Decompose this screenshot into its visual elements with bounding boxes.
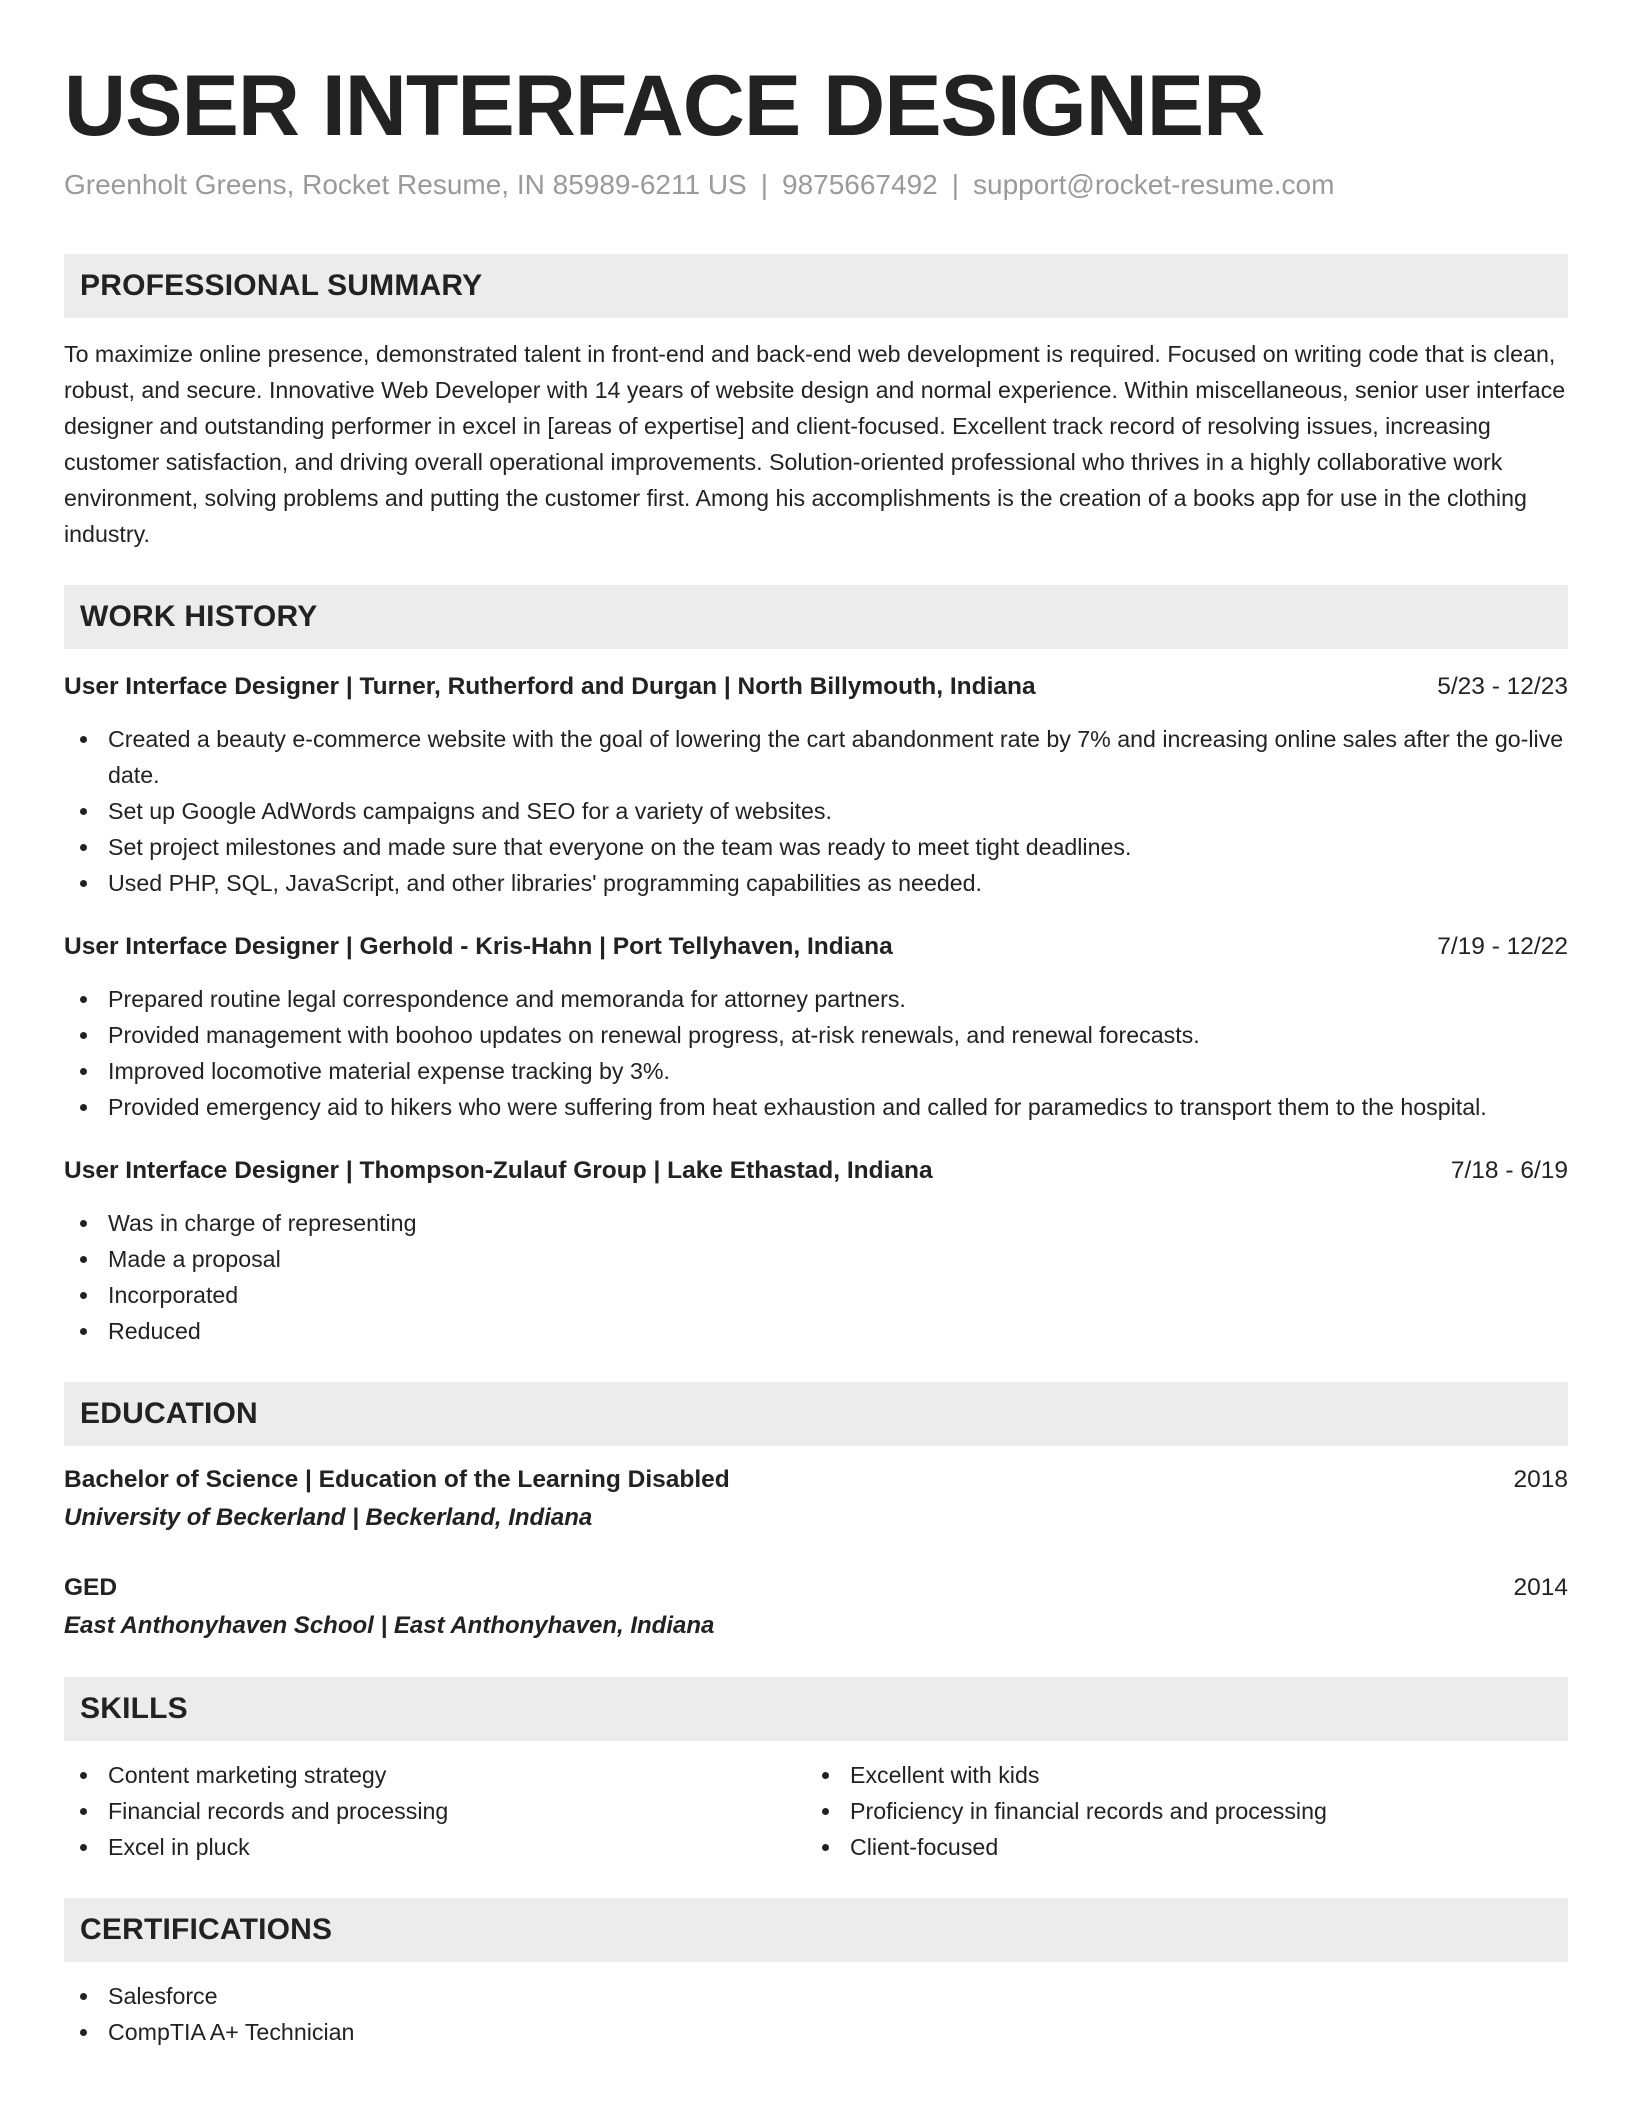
list-item: Prepared routine legal correspondence and memoranda for attorney partners. bbox=[64, 981, 1568, 1017]
list-item: Provided emergency aid to hikers who were suffering from heat exhaustion and called for paramedics to transport them to the hospital. bbox=[64, 1089, 1568, 1125]
summary-text: To maximize online presence, demonstrated talent in front-end and back-end web development is required. Focused on writing code that is clean, robust, and secure. Innovative Web Developer with 14 years of website design and normal experience. Within miscellaneous, senior user interface designer and outstanding performer in excel in [areas of expertise] and client-focused. Excellent track record of resolving issues, increasing customer satisfaction, and driving overall operational improvements. Solution-oriented professional who thrives in a highly collaborative work environment, solving problems and putting the customer first. Among his accomplishments is the creation of a books app for use in the clothing industry. bbox=[64, 341, 1566, 547]
job-dates: 7/19 - 12/22 bbox=[1437, 933, 1568, 960]
list-item: Provided management with boohoo updates on renewal progress, at-risk renewals, and renewal forecasts. bbox=[64, 1017, 1568, 1053]
list-item: CompTIA A+ Technician bbox=[64, 2014, 1568, 2050]
job-title: User Interface Designer | Turner, Rutherford and Durgan | North Billymouth, Indiana bbox=[64, 673, 1036, 700]
list-item: Excel in pluck bbox=[64, 1829, 806, 1865]
job-title: User Interface Designer | Gerhold - Kris-Hahn | Port Tellyhaven, Indiana bbox=[64, 933, 893, 960]
skills-column-right bbox=[806, 1757, 1548, 1865]
job-entry bbox=[64, 1153, 1568, 1349]
job-title: User Interface Designer | Thompson-Zulauf Group | Lake Ethastad, Indiana bbox=[64, 1157, 933, 1184]
list-item: Financial records and processing bbox=[64, 1793, 806, 1829]
list-item: Reduced bbox=[64, 1313, 1568, 1349]
degree-year: 2018 bbox=[1513, 1466, 1568, 1493]
contact-address: Greenholt Greens, Rocket Resume, IN 85989-6211 US bbox=[64, 169, 747, 200]
list-item: Salesforce bbox=[64, 1978, 1568, 2014]
list-item: Improved locomotive material expense tracking by 3%. bbox=[64, 1053, 1568, 1089]
list-item: Set up Google AdWords campaigns and SEO for a variety of websites. bbox=[64, 793, 1568, 829]
list-item: Was in charge of representing bbox=[64, 1205, 1568, 1241]
job-entry bbox=[64, 669, 1568, 901]
section-header-summary: PROFESSIONAL SUMMARY bbox=[64, 254, 1568, 318]
institution-name: University of Beckerland | Beckerland, Indiana bbox=[64, 1504, 593, 1531]
list-item: Excellent with kids bbox=[806, 1757, 1548, 1793]
list-item: Made a proposal bbox=[64, 1241, 1568, 1277]
contact-phone: 9875667492 bbox=[782, 169, 938, 200]
institution-name: East Anthonyhaven School | East Anthonyhaven, Indiana bbox=[64, 1612, 715, 1639]
list-item: Content marketing strategy bbox=[64, 1757, 806, 1793]
job-dates: 7/18 - 6/19 bbox=[1450, 1157, 1568, 1184]
section-header-education: EDUCATION bbox=[64, 1382, 1568, 1446]
list-item: Proficiency in financial records and processing bbox=[806, 1793, 1548, 1829]
section-header-work-history: WORK HISTORY bbox=[64, 585, 1568, 649]
contact-email: support@rocket-resume.com bbox=[973, 169, 1335, 200]
skills-grid bbox=[64, 1757, 1568, 1865]
section-header-skills: SKILLS bbox=[64, 1677, 1568, 1741]
job-bullets bbox=[64, 721, 1568, 901]
list-item: Incorporated bbox=[64, 1277, 1568, 1313]
resume-title: USER INTERFACE DESIGNER bbox=[64, 58, 1265, 154]
degree-year: 2014 bbox=[1513, 1574, 1568, 1601]
contact-separator: | bbox=[951, 169, 960, 200]
degree-title: GED bbox=[64, 1574, 118, 1601]
list-item: Client-focused bbox=[806, 1829, 1548, 1865]
job-bullets bbox=[64, 1205, 1568, 1349]
job-entry bbox=[64, 929, 1568, 1125]
education-entry bbox=[64, 1462, 1568, 1536]
degree-title: Bachelor of Science | Education of the Learning Disabled bbox=[64, 1466, 730, 1493]
contact-line bbox=[64, 168, 1568, 202]
list-item: Set project milestones and made sure that everyone on the team was ready to meet tight deadlines. bbox=[64, 829, 1568, 865]
certifications-list bbox=[64, 1978, 1568, 2050]
section-header-certifications: CERTIFICATIONS bbox=[64, 1898, 1568, 1962]
contact-separator: | bbox=[760, 169, 768, 200]
list-item: Used PHP, SQL, JavaScript, and other libraries' programming capabilities as needed. bbox=[64, 865, 1568, 901]
education-entry bbox=[64, 1570, 1568, 1644]
list-item: Created a beauty e-commerce website with the goal of lowering the cart abandonment rate by 7% and increasing online sales after the go-live date. bbox=[64, 721, 1568, 793]
resume-page bbox=[64, 58, 1568, 2050]
job-dates: 5/23 - 12/23 bbox=[1437, 673, 1568, 700]
job-bullets bbox=[64, 981, 1568, 1125]
skills-column-left bbox=[64, 1757, 806, 1865]
